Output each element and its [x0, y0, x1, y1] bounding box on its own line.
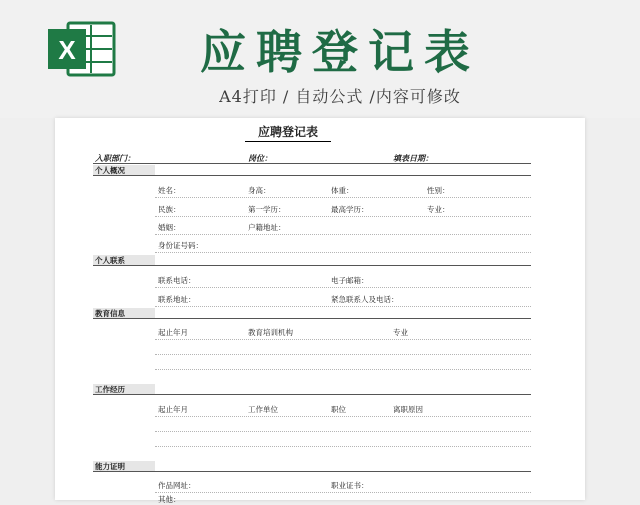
divider	[93, 318, 531, 319]
phone-field[interactable]: 联系电话：	[158, 276, 196, 285]
divider	[93, 394, 531, 395]
form-title: 应聘登记表	[245, 123, 331, 142]
position-label: 岗位：	[248, 154, 272, 163]
height-field[interactable]: 身高：	[248, 186, 271, 195]
ethnicity-field[interactable]: 民族：	[158, 205, 181, 214]
department-label: 入职部门：	[95, 154, 135, 163]
dotted-line	[155, 416, 531, 417]
first-degree-field[interactable]: 第一学历：	[248, 205, 286, 214]
dotted-line	[155, 446, 531, 447]
header-line	[93, 163, 531, 164]
svg-text:X: X	[58, 35, 76, 65]
section-education: 教育信息	[93, 308, 155, 318]
divider	[93, 471, 531, 472]
hukou-field[interactable]: 户籍地址：	[248, 223, 286, 232]
edu-institution-header: 教育培训机构	[248, 328, 293, 337]
other-field[interactable]: 其他：	[158, 495, 181, 504]
work-period-header: 起止年月	[158, 405, 188, 414]
dotted-line	[155, 339, 531, 340]
section-contact: 个人联系	[93, 255, 155, 265]
page-subtitle: A4打印 / 自动公式 /内容可修改	[219, 87, 461, 106]
weight-field[interactable]: 体重：	[331, 186, 354, 195]
dotted-line	[155, 216, 531, 217]
dotted-line	[155, 492, 531, 493]
edu-major-header: 专业	[393, 328, 408, 337]
section-personal: 个人概况	[93, 165, 155, 175]
divider	[93, 175, 531, 176]
dotted-line	[155, 252, 531, 253]
excel-icon	[46, 21, 116, 77]
id-number-field[interactable]: 身份证号码：	[158, 241, 203, 250]
works-url-field[interactable]: 作品网址：	[158, 481, 196, 490]
edu-period-header: 起止年月	[158, 328, 188, 337]
work-reason-header: 离职原因	[393, 405, 423, 414]
page-title: 应聘登记表	[200, 25, 480, 79]
dotted-line	[155, 431, 531, 432]
certificate-field[interactable]: 职业证书：	[331, 481, 369, 490]
dotted-line	[155, 287, 531, 288]
address-field[interactable]: 联系地址：	[158, 295, 196, 304]
email-field[interactable]: 电子邮箱：	[331, 276, 369, 285]
dotted-line	[155, 234, 531, 235]
fill-date-label: 填表日期：	[393, 154, 433, 163]
work-company-header: 工作单位	[248, 405, 278, 414]
emergency-contact-field[interactable]: 紧急联系人及电话：	[331, 295, 399, 304]
section-work: 工作经历	[93, 384, 155, 394]
name-field[interactable]: 姓名：	[158, 186, 181, 195]
dotted-line	[155, 354, 531, 355]
highest-degree-field[interactable]: 最高学历：	[331, 205, 369, 214]
dotted-line	[155, 369, 531, 370]
gender-field[interactable]: 性别：	[427, 186, 450, 195]
dotted-line	[155, 197, 531, 198]
dotted-line	[155, 306, 531, 307]
divider	[93, 265, 531, 266]
major-field[interactable]: 专业：	[427, 205, 450, 214]
form-sheet	[55, 118, 585, 504]
banner	[0, 0, 640, 118]
work-position-header: 职位	[331, 405, 346, 414]
marital-field[interactable]: 婚姻：	[158, 223, 181, 232]
section-ability: 能力证明	[93, 461, 155, 471]
